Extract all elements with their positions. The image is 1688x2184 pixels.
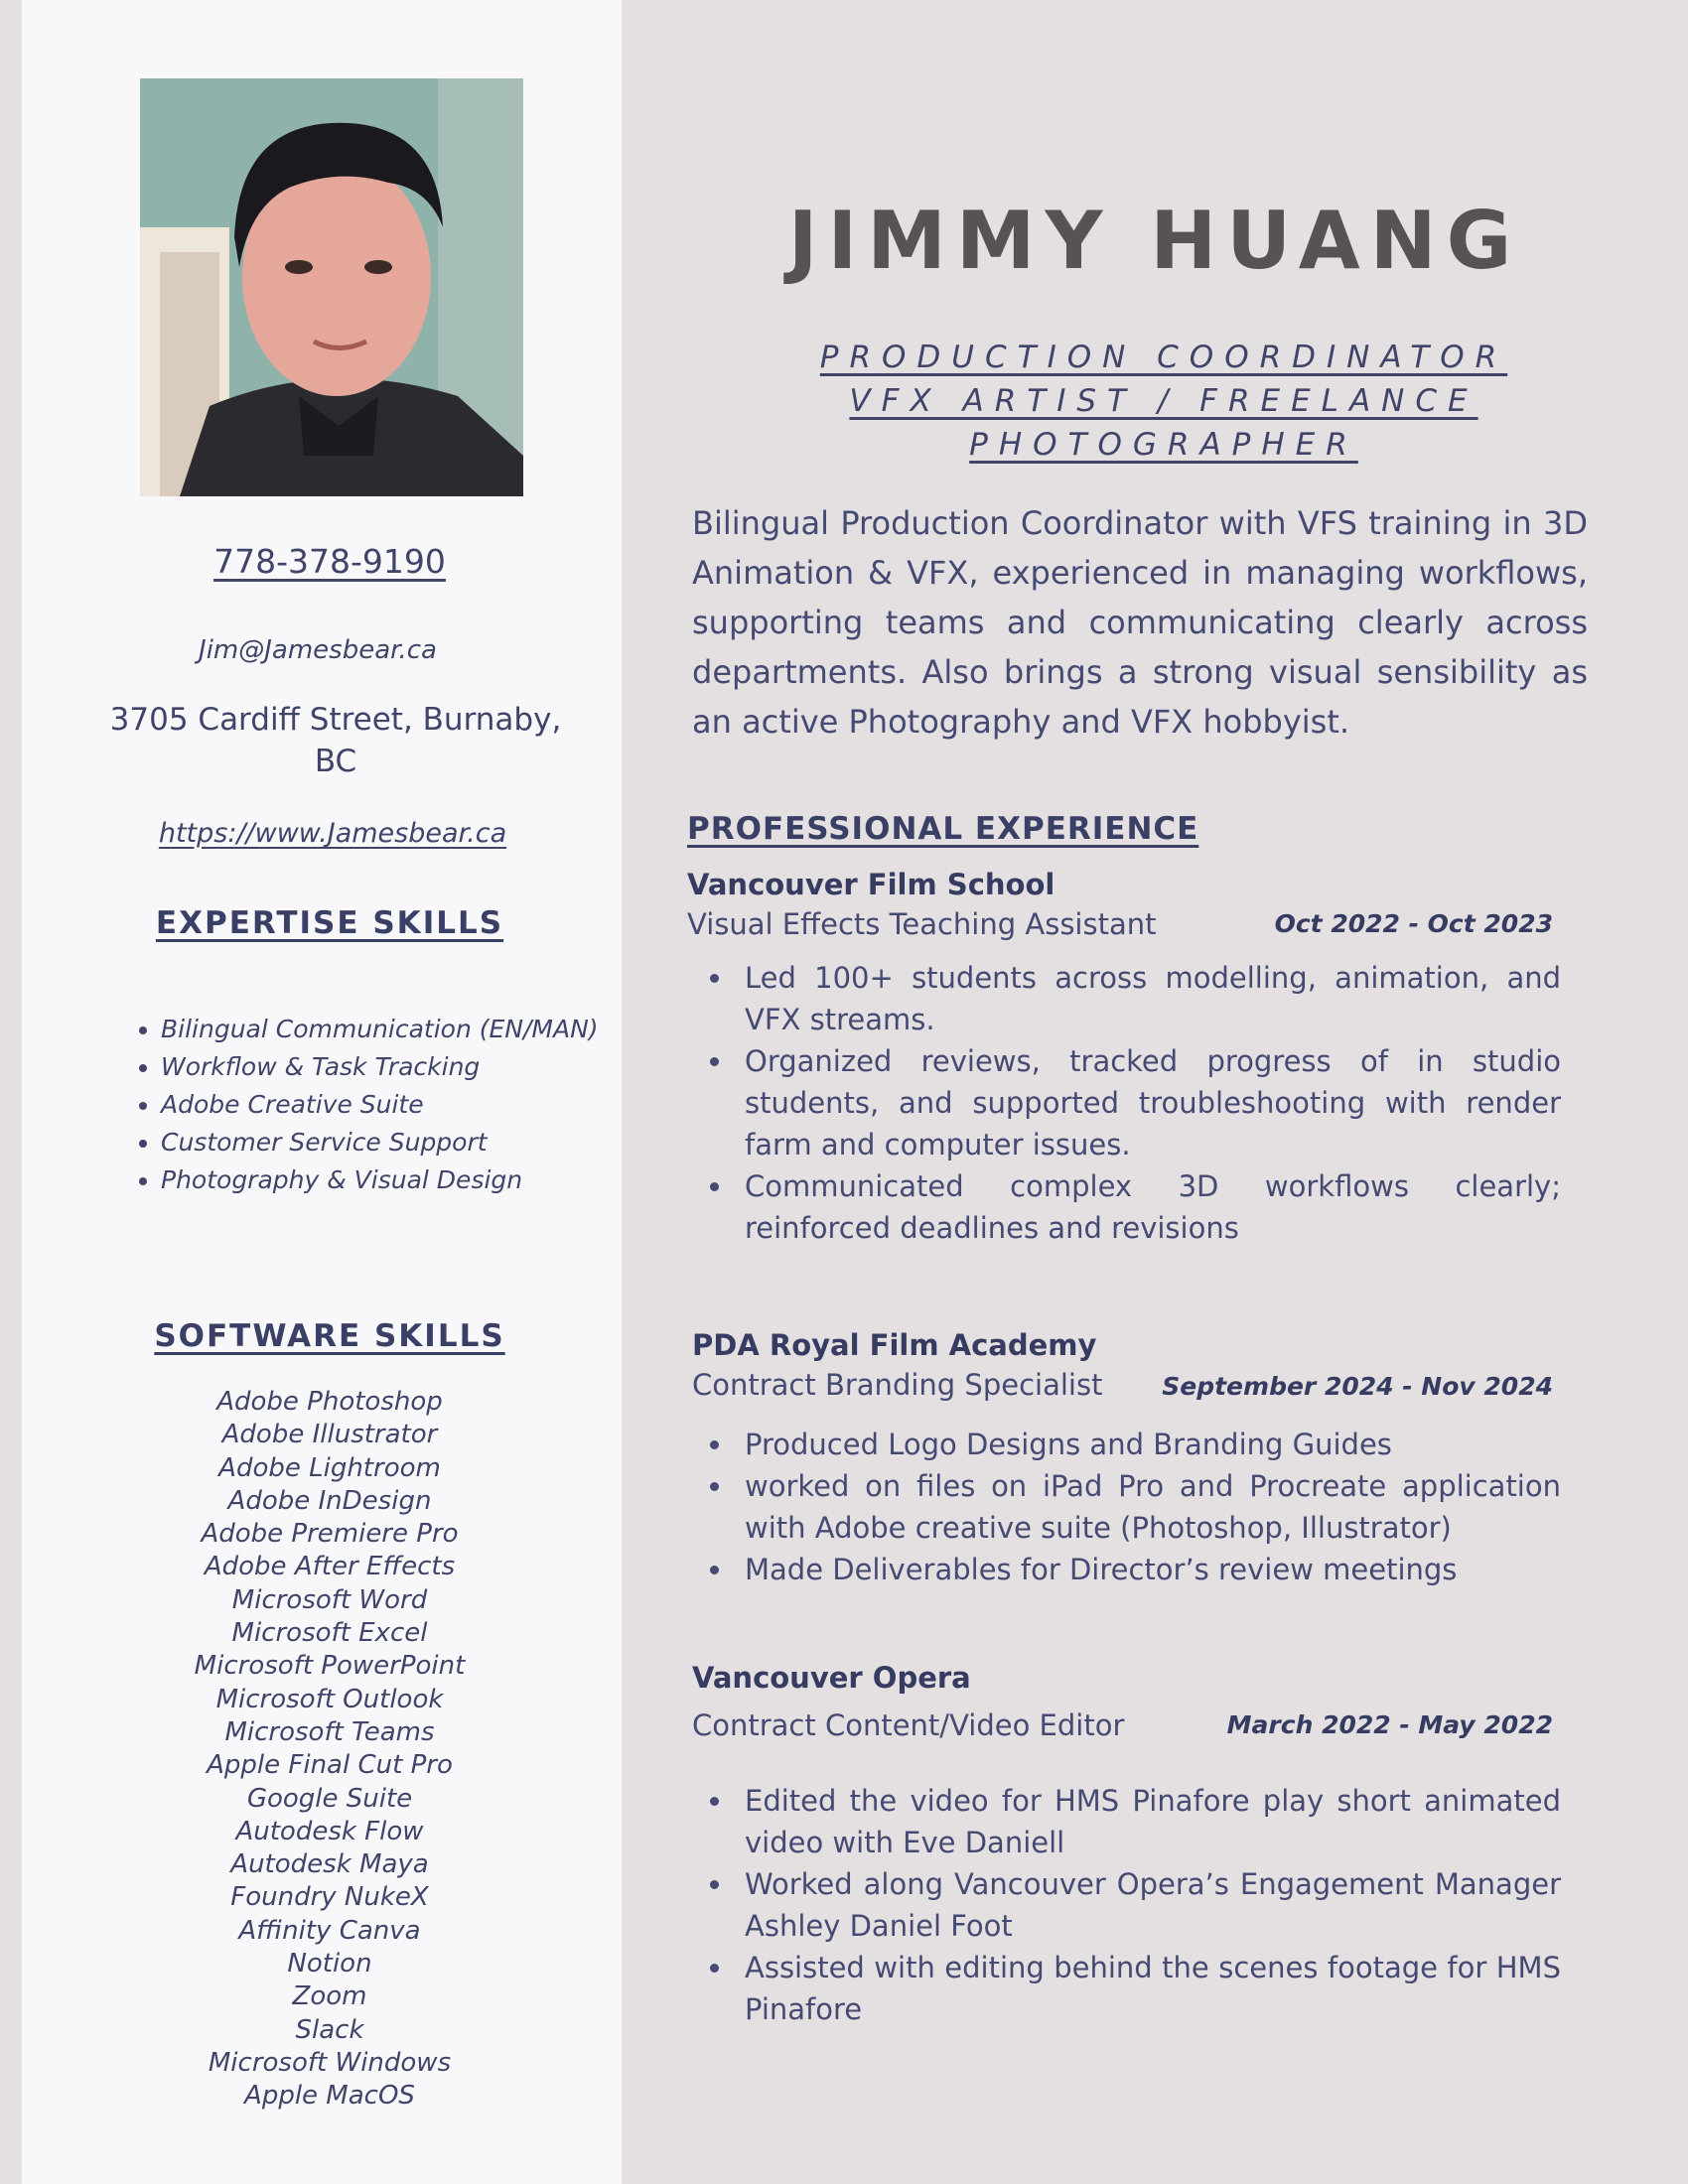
list-item: Adobe Illustrator <box>221 1420 438 1450</box>
job-title-line-3: PHOTOGRAPHER <box>969 427 1358 463</box>
list-item: • Edited the video for HMS Pinafore play short animated video with Eve Daniell <box>735 1780 1561 1863</box>
expertise-list <box>125 1011 618 1199</box>
profile-summary: Bilingual Production Coordinator with VFS training in 3D Animation & VFX, experienced in managing workflows, supporting teams and communicating clearly across departments. Also brings a strong visual sensibility as an active Photography and VFX hobbyist. <box>692 504 1588 741</box>
job-title-line-2: VFX ARTIST / FREELANCE <box>849 383 1478 419</box>
address <box>99 699 572 782</box>
job-title <box>695 336 1632 467</box>
list-item: • Bilingual Communication (EN/MAN) <box>161 1011 618 1048</box>
candidate-name: JIMMY HUANG <box>787 195 1522 287</box>
job-role: Contract Branding Specialist <box>692 1368 1103 1402</box>
list-item: Autodesk Maya <box>230 1849 429 1880</box>
list-item: • Worked along Vancouver Opera’s Engagement Manager Ashley Daniel Foot <box>735 1863 1561 1947</box>
job-role: Visual Effects Teaching Assistant <box>687 907 1157 941</box>
list-item: Slack <box>295 2014 364 2045</box>
job-organization: Vancouver Film School <box>687 868 1055 901</box>
profile-photo <box>140 78 523 496</box>
list-item: Apple Final Cut Pro <box>207 1750 453 1781</box>
list-item: Microsoft PowerPoint <box>194 1651 466 1682</box>
list-item: • Organized reviews, tracked progress of in studio students, and supported troubleshooting with render farm and computer issues. <box>735 1040 1561 1165</box>
list-item: Foundry NukeX <box>230 1882 429 1913</box>
job-entry-vfs <box>687 868 1561 947</box>
software-heading: SOFTWARE SKILLS <box>154 1318 505 1354</box>
list-item: Adobe Photoshop <box>216 1387 443 1417</box>
list-item: • Workflow & Task Tracking <box>161 1048 618 1086</box>
list-item: • Photography & Visual Design <box>161 1161 618 1199</box>
list-item: Adobe InDesign <box>227 1485 432 1516</box>
job-bullets-vfs <box>705 957 1561 1249</box>
address-line-1: 3705 Cardiff Street, Burnaby, <box>109 702 562 738</box>
list-item: Adobe After Effects <box>204 1552 456 1582</box>
list-item: Microsoft Word <box>231 1584 428 1615</box>
list-item: Adobe Lightroom <box>218 1452 441 1483</box>
list-item: • Produced Logo Designs and Branding Guides <box>735 1424 1561 1465</box>
job-bullets-pda <box>705 1424 1561 1590</box>
job-dates: March 2022 - May 2022 <box>1226 1710 1553 1739</box>
list-item: Google Suite <box>246 1783 413 1814</box>
list-item: • Adobe Creative Suite <box>161 1086 618 1124</box>
experience-heading: PROFESSIONAL EXPERIENCE <box>687 811 1199 847</box>
job-bullets-opera <box>705 1780 1561 2030</box>
job-dates: Oct 2022 - Oct 2023 <box>1274 909 1553 938</box>
job-dates: September 2024 - Nov 2024 <box>1162 1372 1553 1401</box>
list-item: Zoom <box>292 1981 367 2012</box>
list-item: Affinity Canva <box>238 1915 421 1946</box>
list-item: Autodesk Flow <box>235 1816 424 1846</box>
job-organization: Vancouver Opera <box>692 1661 971 1695</box>
phone-link[interactable]: 778-378-9190 <box>213 542 446 581</box>
job-title-line-1: PRODUCTION COORDINATOR <box>819 340 1508 375</box>
list-item: Notion <box>287 1949 372 1979</box>
job-entry-opera <box>692 1661 1561 1748</box>
address-line-2: BC <box>314 744 357 779</box>
expertise-heading: EXPERTISE SKILLS <box>155 905 504 941</box>
list-item: • Led 100+ students across modelling, animation, and VFX streams. <box>735 957 1561 1040</box>
job-organization: PDA Royal Film Academy <box>692 1328 1097 1362</box>
software-list <box>22 1386 637 2114</box>
job-entry-pda <box>692 1328 1561 1408</box>
list-item: • Assisted with editing behind the scenes footage for HMS Pinafore <box>735 1947 1561 2030</box>
job-role: Contract Content/Video Editor <box>692 1708 1125 1742</box>
list-item: Microsoft Outlook <box>215 1684 444 1714</box>
list-item: Adobe Premiere Pro <box>201 1519 459 1550</box>
list-item: • Communicated complex 3D workflows clearly; reinforced deadlines and revisions <box>735 1165 1561 1249</box>
list-item: Microsoft Windows <box>208 2047 452 2078</box>
list-item: Apple MacOS <box>244 2081 415 2112</box>
list-item: • Customer Service Support <box>161 1124 618 1161</box>
list-item: Microsoft Teams <box>224 1716 435 1747</box>
list-item: • Made Deliverables for Director’s review meetings <box>735 1549 1561 1590</box>
email-address[interactable]: Jim@Jamesbear.ca <box>199 635 437 665</box>
list-item: Microsoft Excel <box>231 1618 428 1649</box>
list-item: • worked on files on iPad Pro and Procreate application with Adobe creative suite (Photoshop, Illustrator) <box>735 1465 1561 1549</box>
website-link[interactable]: https://www.Jamesbear.ca <box>158 818 507 849</box>
